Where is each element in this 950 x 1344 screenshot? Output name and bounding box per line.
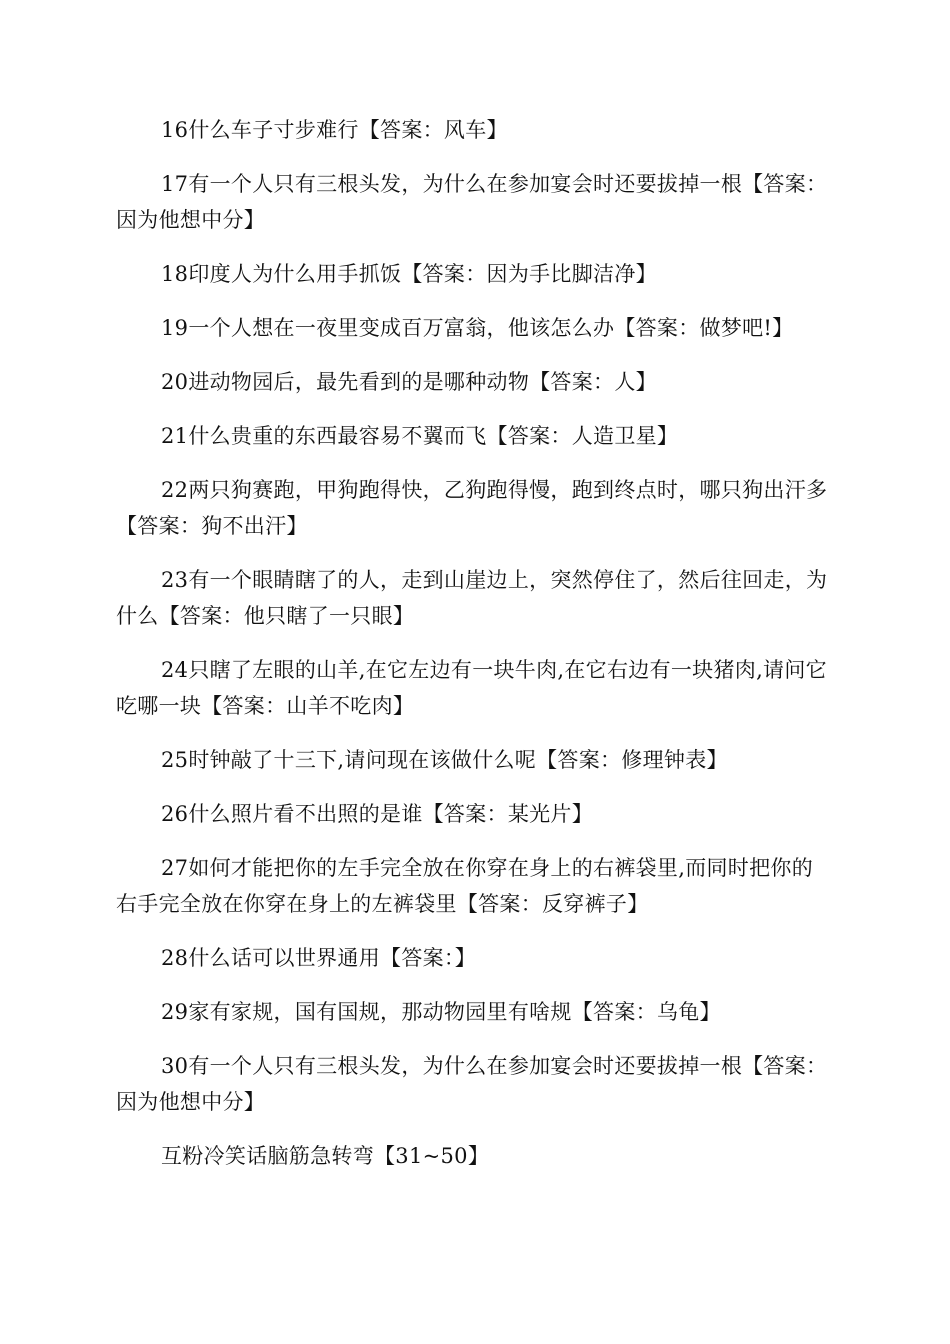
riddle-paragraph-20: 20进动物园后，最先看到的是哪种动物【答案：人】 <box>161 370 657 394</box>
riddle-paragraph-24: 24只瞎了左眼的山羊,在它左边有一块牛肉,在它右边有一块猪肉,请问它吃哪一块【答案：山羊不吃肉】 <box>116 658 827 718</box>
document-body <box>116 112 832 1192</box>
riddle-paragraph-23: 23有一个眼睛瞎了的人，走到山崖边上，突然停住了，然后往回走，为什么【答案：他只瞎了一只眼】 <box>116 568 828 628</box>
riddle-paragraph-19: 19一个人想在一夜里变成百万富翁，他该怎么办【答案：做梦吧!】 <box>161 316 794 340</box>
riddle-paragraph-29: 29家有家规，国有国规，那动物园里有啥规【答案：乌龟】 <box>161 1000 721 1024</box>
riddle-paragraph-28: 28什么话可以世界通用【答案：】 <box>161 946 477 970</box>
riddle-paragraph-26: 26什么照片看不出照的是谁【答案：某光片】 <box>161 802 594 826</box>
riddle-paragraph-30: 30有一个人只有三根头发，为什么在参加宴会时还要拔掉一根【答案：因为他想中分】 <box>116 1054 828 1114</box>
riddle-paragraph-22: 22两只狗赛跑，甲狗跑得快，乙狗跑得慢，跑到终点时，哪只狗出汗多【答案：狗不出汗】 <box>116 478 828 538</box>
riddle-paragraph-18: 18印度人为什么用手抓饭【答案：因为手比脚洁净】 <box>161 262 657 286</box>
riddle-paragraph-27: 27如何才能把你的左手完全放在你穿在身上的右裤袋里,而同时把你的右手完全放在你穿在身上的左裤袋里【答案：反穿裤子】 <box>116 856 813 916</box>
riddle-paragraph-16: 16什么车子寸步难行【答案：风车】 <box>161 118 508 142</box>
riddle-paragraph-21: 21什么贵重的东西最容易不翼而飞【答案：人造卫星】 <box>161 424 679 448</box>
riddle-paragraph-17: 17有一个人只有三根头发，为什么在参加宴会时还要拔掉一根【答案：因为他想中分】 <box>116 172 828 232</box>
section-heading-31-50: 互粉冷笑话脑筋急转弯【31~50】 <box>161 1144 490 1168</box>
riddle-paragraph-25: 25时钟敲了十三下,请问现在该做什么呢【答案：修理钟表】 <box>161 748 728 772</box>
